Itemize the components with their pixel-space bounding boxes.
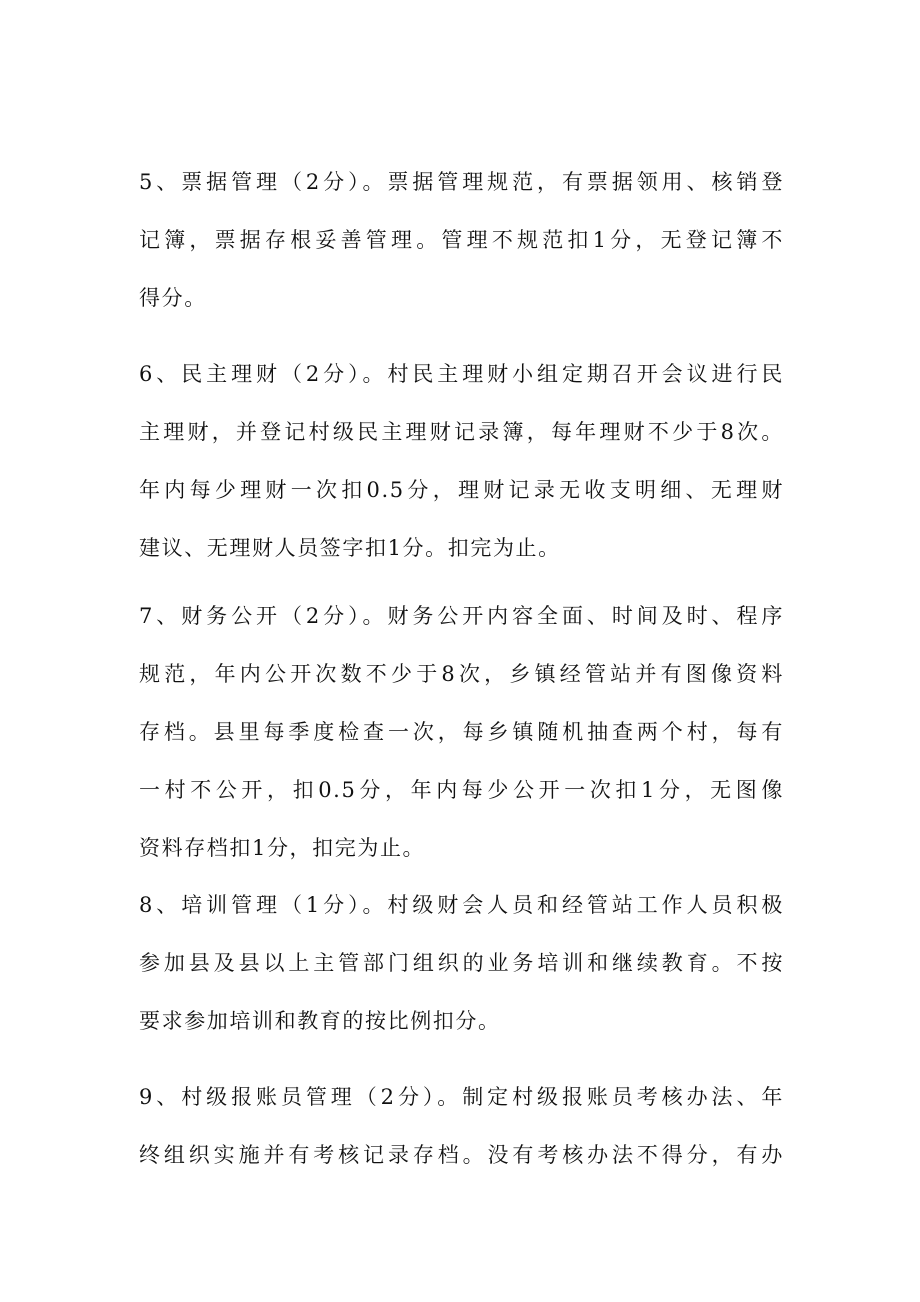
paragraph-item-8 xyxy=(139,895,784,1069)
paragraph-item-7 xyxy=(139,606,784,896)
text-line: 8、培训管理（1分）。村级财会人员和经管站工作人员积极 xyxy=(139,893,784,917)
text-line: 参加县及县以上主管部门组织的业务培训和继续教育。不按 xyxy=(139,951,784,975)
text-line: 记簿，票据存根妥善管理。管理不规范扣1分，无登记簿不 xyxy=(139,228,784,252)
text-line: 5、票据管理（2分）。票据管理规范，有票据领用、核销登 xyxy=(139,170,784,194)
text-line: 主理财，并登记村级民主理财记录簿，每年理财不少于8次。 xyxy=(139,420,784,444)
text-line: 规范，年内公开次数不少于8次，乡镇经管站并有图像资料 xyxy=(139,662,784,686)
text-line: 终组织实施并有考核记录存档。没有考核办法不得分，有办 xyxy=(139,1143,784,1167)
text-line: 得分。 xyxy=(139,286,207,310)
text-line: 存档。县里每季度检查一次，每乡镇随机抽查两个村，每有 xyxy=(139,720,784,744)
text-line: 9、村级报账员管理（2分）。制定村级报账员考核办法、年 xyxy=(139,1085,784,1109)
paragraph-item-9 xyxy=(139,1087,784,1203)
text-line: 一村不公开，扣0.5分，年内每少公开一次扣1分，无图像 xyxy=(139,778,784,802)
text-line: 7、财务公开（2分）。财务公开内容全面、时间及时、程序 xyxy=(139,604,784,628)
text-line: 要求参加培训和教育的按比例扣分。 xyxy=(139,1009,501,1033)
paragraph-item-5 xyxy=(139,172,784,346)
text-line: 资料存档扣1分，扣完为止。 xyxy=(139,836,426,860)
paragraph-item-6 xyxy=(139,364,784,596)
text-line: 年内每少理财一次扣0.5分，理财记录无收支明细、无理财 xyxy=(139,478,784,502)
text-line: 6、民主理财（2分）。村民主理财小组定期召开会议进行民 xyxy=(139,362,784,386)
text-line: 建议、无理财人员签字扣1分。扣完为止。 xyxy=(139,536,561,560)
